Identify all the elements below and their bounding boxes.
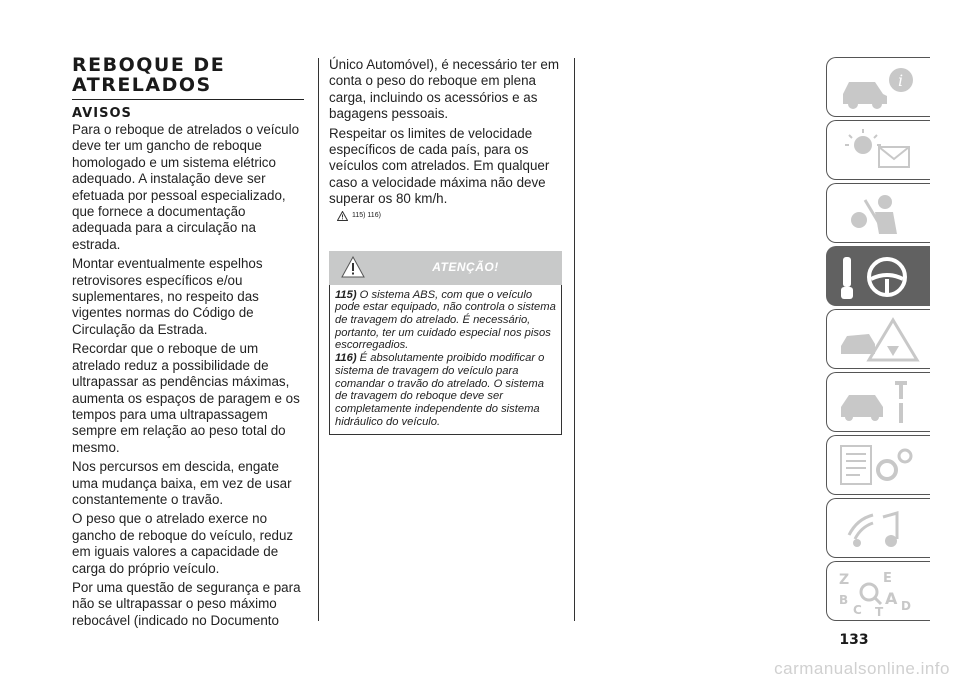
chapter-tab-multimedia[interactable] (826, 498, 930, 558)
warning-references (337, 211, 562, 221)
warning-title: ATENÇÃO! (432, 259, 499, 274)
warning-refs-text: 115) 116) (352, 212, 381, 220)
safety-airbag-icon (835, 190, 925, 238)
section-title-line-2: ATRELADOS (72, 74, 212, 96)
page-number: 133 (839, 632, 869, 648)
car-info-icon (835, 64, 925, 112)
chapter-tab-technical-data[interactable] (826, 435, 930, 495)
warning-item-text: É absolutamente proibido modificar o sistema de travagem do veículo para comandar o travão do atrelado. O sistema de travagem do reboque deve ser completamente independente do sistema hidráulico do veículo. (335, 352, 545, 428)
chapter-tab-index[interactable] (826, 561, 930, 621)
warning-item (335, 352, 556, 428)
paragraph: Respeitar os limites de velocidade específicos de cada país, para os veículos com atrelados. Em qualquer caso a velocidade máxima não deve superar os 80 km/h. (329, 125, 550, 207)
warning-item-number: 115) (335, 288, 357, 301)
emergency-icon (835, 316, 925, 364)
car-maintenance-icon (835, 379, 925, 427)
svg-text:C: C (853, 603, 862, 616)
warning-lights-icon (835, 127, 925, 175)
key-steering-wheel-icon (835, 253, 925, 301)
warning-box (329, 285, 562, 436)
section-title-line-1: REBOQUE DE (72, 54, 226, 76)
chapter-tab-car-info[interactable] (826, 57, 930, 117)
technical-data-icon (835, 442, 925, 490)
chapter-tab-maintenance[interactable] (826, 372, 930, 432)
chapter-tab-warning-lights[interactable] (826, 120, 930, 180)
multimedia-icon (835, 505, 925, 553)
small-warning-icon (337, 211, 348, 221)
svg-text:E: E (883, 571, 892, 586)
chapter-tab-emergency[interactable] (826, 309, 930, 369)
chapter-tab-starting-driving[interactable] (826, 246, 930, 306)
warning-item-number: 116) (335, 352, 357, 365)
warning-item-text: O sistema ABS, com que o veículo pode estar equipado, não controla o sistema de travagem do atrelado. É necessário, portanto, ter um cuidado especial nos pisos escorregadios. (335, 288, 556, 352)
warning-header (329, 251, 562, 285)
svg-text:B: B (839, 593, 849, 607)
column-divider (318, 58, 319, 621)
paragraph: Recordar que o reboque de um atrelado reduz a possibilidade de ultrapassar as pendências máximas, aumenta os espaços de paragem e os tempos para uma ultrapassagem sempre em relação ao peso total do mesmo. (72, 341, 300, 455)
paragraph: Único Automóvel), é necessário ter em conta o peso do reboque em plena carga, incluindo os acessórios e as bagagens pessoais. (329, 57, 559, 122)
svg-text:Z: Z (839, 572, 850, 588)
svg-text:T: T (875, 605, 884, 616)
footer-watermark[interactable]: carmanualsonline.info (774, 659, 950, 678)
paragraph: Nos percursos em descida, engate uma mudança baixa, em vez de usar constantemente o travão. (72, 459, 292, 507)
svg-text:D: D (901, 599, 911, 613)
paragraph: O peso que o atrelado exerce no gancho de reboque do veículo, reduz em iguais valores a capacidade de carga do próprio veículo. (72, 511, 294, 576)
subheading: AVISOS (72, 106, 132, 121)
left-column (72, 55, 304, 632)
paragraph: Por uma questão de segurança e para não se ultrapassar o peso máximo rebocável (indicado no Documento (72, 579, 301, 628)
warning-item (335, 289, 556, 353)
paragraph: Montar eventualmente espelhos retrovisores específicos e/ou suplementares, no respeito das vigentes normas do Código de Circulação da Estrada. (72, 256, 263, 337)
title-divider (72, 99, 304, 100)
paragraph: Para o reboque de atrelados o veículo deve ter um gancho de reboque homologado e um sistema elétrico adequado. A instalação deve ser efetuada por pessoal especializado, que fornece a documentação adequada para a circulação na estrada. (72, 122, 300, 252)
svg-text:i: i (898, 71, 904, 90)
middle-column (329, 57, 562, 435)
svg-text:A: A (885, 589, 898, 608)
column-divider (574, 58, 575, 621)
index-az-icon (835, 568, 925, 616)
chapter-tab-safety[interactable] (826, 183, 930, 243)
